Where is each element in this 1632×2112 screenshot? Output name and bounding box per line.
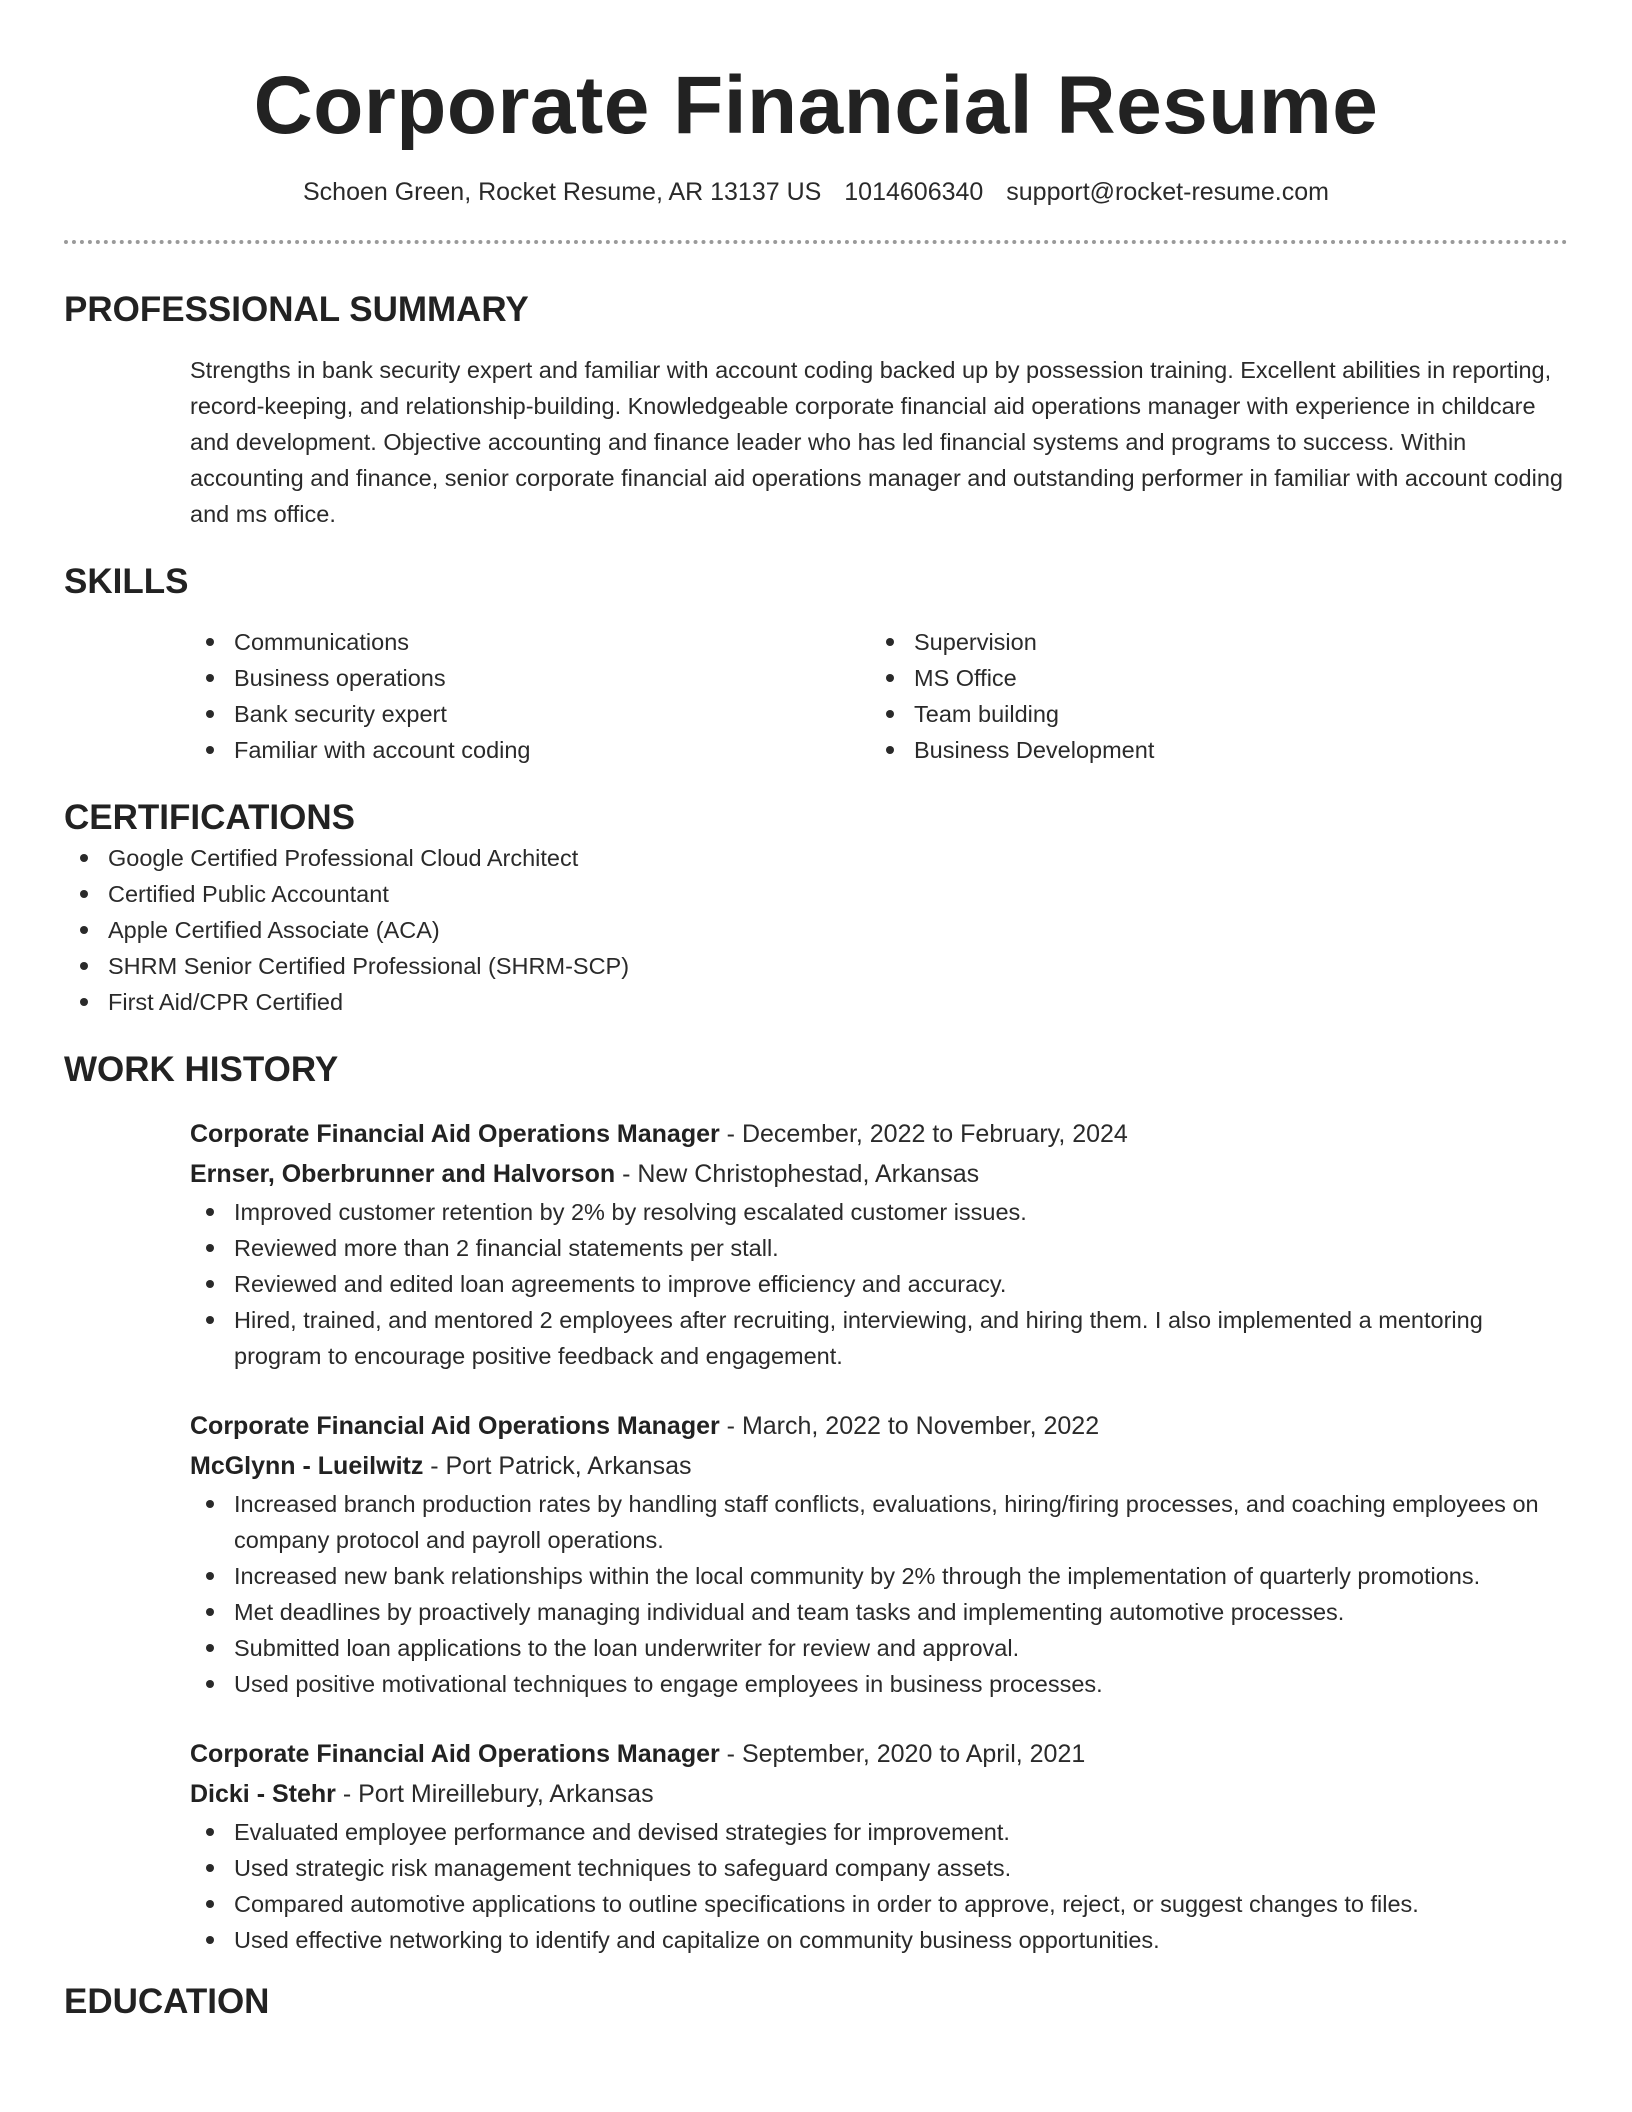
certifications-section bbox=[64, 796, 1568, 1020]
job-location: - Port Patrick, Arkansas bbox=[423, 1452, 692, 1480]
job-title-line bbox=[190, 1734, 1568, 1774]
job-bullets bbox=[190, 1486, 1568, 1702]
job-bullet: Used effective networking to identify and capitalize on community business opportunities. bbox=[190, 1922, 1568, 1958]
contact-email: support@rocket-resume.com bbox=[1006, 178, 1329, 206]
skill-item: Supervision bbox=[870, 624, 1550, 660]
certification-item: Certified Public Accountant bbox=[64, 876, 1568, 912]
skills-heading: SKILLS bbox=[64, 562, 189, 601]
skill-item: Team building bbox=[870, 696, 1550, 732]
job-bullets bbox=[190, 1194, 1568, 1374]
job-bullet: Submitted loan applications to the loan underwriter for review and approval. bbox=[190, 1630, 1568, 1666]
job-role: Corporate Financial Aid Operations Manager bbox=[190, 1740, 720, 1768]
skill-item: Bank security expert bbox=[190, 696, 870, 732]
education-section bbox=[64, 1980, 1568, 2024]
job-bullet: Reviewed more than 2 financial statements per stall. bbox=[190, 1230, 1568, 1266]
job-company-line bbox=[190, 1154, 1568, 1194]
job-role: Corporate Financial Aid Operations Manager bbox=[190, 1412, 720, 1440]
job-company: Ernser, Oberbrunner and Halvorson bbox=[190, 1160, 616, 1188]
job-bullet: Increased branch production rates by handling staff conflicts, evaluations, hiring/firing processes, and coaching employees on company protocol and payroll operations. bbox=[190, 1486, 1568, 1558]
job-dates: - September, 2020 to April, 2021 bbox=[719, 1740, 1086, 1768]
job-bullet: Compared automotive applications to outline specifications in order to approve, reject, or suggest changes to files. bbox=[190, 1886, 1568, 1922]
education-heading: EDUCATION bbox=[64, 1982, 270, 2021]
summary-heading: PROFESSIONAL SUMMARY bbox=[64, 290, 529, 329]
contact-line bbox=[64, 176, 1568, 208]
job-title-line bbox=[190, 1114, 1568, 1154]
skills-column-right bbox=[870, 624, 1550, 768]
skills-grid bbox=[190, 624, 1568, 768]
work-history-heading: WORK HISTORY bbox=[64, 1050, 339, 1089]
job-bullets bbox=[190, 1814, 1568, 1958]
certification-item: SHRM Senior Certified Professional (SHRM-SCP) bbox=[64, 948, 1568, 984]
job-dates: - March, 2022 to November, 2022 bbox=[719, 1412, 1100, 1440]
job-company: McGlynn - Lueilwitz bbox=[190, 1452, 424, 1480]
work-history-section bbox=[64, 1048, 1568, 1958]
skills-column-left bbox=[190, 624, 870, 768]
job-location: - New Christophestad, Arkansas bbox=[615, 1160, 980, 1188]
certification-item: First Aid/CPR Certified bbox=[64, 984, 1568, 1020]
job-location: - Port Mireillebury, Arkansas bbox=[335, 1780, 654, 1808]
job-title-line bbox=[190, 1406, 1568, 1446]
job-entry bbox=[190, 1114, 1568, 1374]
job-bullet: Used positive motivational techniques to engage employees in business processes. bbox=[190, 1666, 1568, 1702]
header-divider bbox=[64, 240, 1568, 244]
skills-section bbox=[64, 560, 1568, 768]
skill-item: Familiar with account coding bbox=[190, 732, 870, 768]
job-bullet: Used strategic risk management techniques to safeguard company assets. bbox=[190, 1850, 1568, 1886]
certifications-heading: CERTIFICATIONS bbox=[64, 798, 356, 837]
skill-item: Communications bbox=[190, 624, 870, 660]
skill-item: Business operations bbox=[190, 660, 870, 696]
job-company: Dicki - Stehr bbox=[190, 1780, 336, 1808]
job-bullet: Met deadlines by proactively managing individual and team tasks and implementing automotive processes. bbox=[190, 1594, 1568, 1630]
certification-item: Apple Certified Associate (ACA) bbox=[64, 912, 1568, 948]
contact-address: Schoen Green, Rocket Resume, AR 13137 US bbox=[302, 178, 822, 206]
job-bullet: Evaluated employee performance and devised strategies for improvement. bbox=[190, 1814, 1568, 1850]
summary-section bbox=[64, 288, 1568, 532]
job-entry bbox=[190, 1734, 1568, 1958]
skill-item: MS Office bbox=[870, 660, 1550, 696]
summary-text: Strengths in bank security expert and familiar with account coding backed up by possession training. Excellent abilities in reporting, record-keeping, and relationship-building. Knowledgeable corporate financial aid operations manager with experience in childcare and development. Objective accounting and finance leader who has led financial systems and programs to success. Within accounting and finance, senior corporate financial aid operations manager and outstanding performer in familiar with account coding and ms office. bbox=[190, 357, 1563, 527]
job-entry bbox=[190, 1406, 1568, 1702]
job-bullet: Reviewed and edited loan agreements to improve efficiency and accuracy. bbox=[190, 1266, 1568, 1302]
job-role: Corporate Financial Aid Operations Manager bbox=[190, 1120, 720, 1148]
job-dates: - December, 2022 to February, 2024 bbox=[719, 1120, 1128, 1148]
resume-page bbox=[64, 0, 1568, 2024]
resume-title: Corporate Financial Resume bbox=[253, 60, 1379, 151]
job-bullet: Improved customer retention by 2% by resolving escalated customer issues. bbox=[190, 1194, 1568, 1230]
certification-item: Google Certified Professional Cloud Architect bbox=[64, 840, 1568, 876]
skill-item: Business Development bbox=[870, 732, 1550, 768]
job-bullet: Increased new bank relationships within the local community by 2% through the implementation of quarterly promotions. bbox=[190, 1558, 1568, 1594]
certifications-list bbox=[64, 840, 1568, 1020]
job-bullet: Hired, trained, and mentored 2 employees after recruiting, interviewing, and hiring them. I also implemented a mentoring program to encourage positive feedback and engagement. bbox=[190, 1302, 1568, 1374]
job-company-line bbox=[190, 1774, 1568, 1814]
contact-phone: 1014606340 bbox=[844, 178, 984, 206]
job-company-line bbox=[190, 1446, 1568, 1486]
